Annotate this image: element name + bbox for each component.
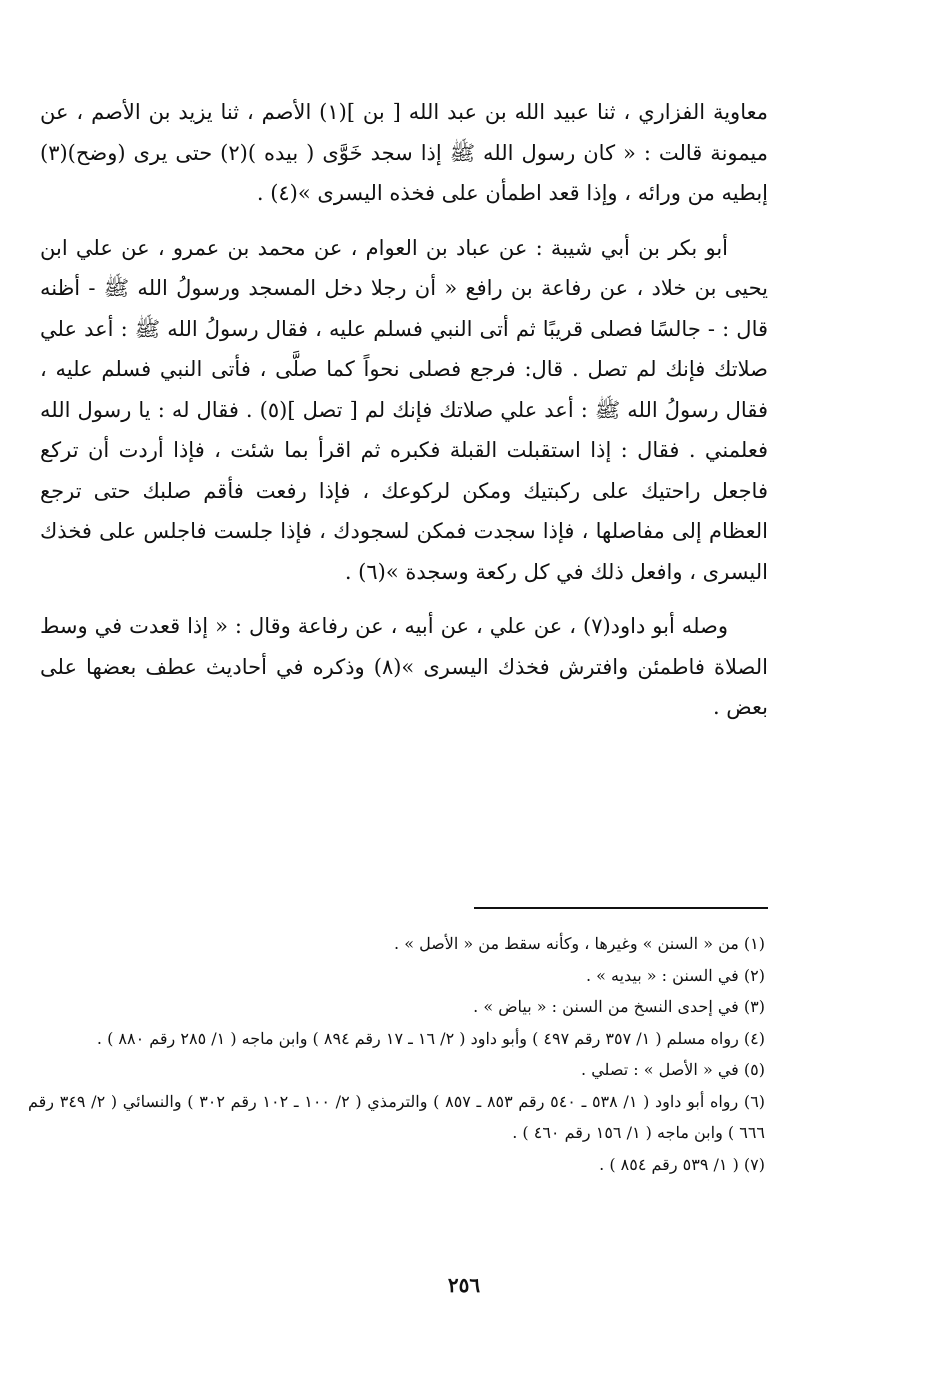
paragraph-2: أبو بكر بن أبي شيبة : عن عباد بن العوام ، عن محمد بن عمرو ، عن علي ابن يحيى بن خلاد ، عن رفاعة بن رافع « أن رجلا دخل المسجد ورسولُ الله ﷺ - أظنه قال : - جالسًا فصلى قريبًا ثم أتى النبي فسلم عليه ، فقال رسولُ الله ﷺ : أعد علي صلاتك فإنك لم تصل . قال: فرجع فصلى نحواً كما صلَّى ، فأتى النبي فسلم عليه ، فقال رسولُ الله ﷺ : أعد علي صلاتك فإنك لم [ تصل ](٥) . فقال له : يا رسول الله فعلمني . فقال : إذا استقبلت القبلة فكبره ثم اقرأ بما شئت ، فإذا أردت أن تركع فاجعل راحتيك على ركبتيك ومكن لركوعك ، فإذا رفعت فأقم صلبك حتى ترجع العظام إلى مفاصلها ، فإذا سجدت فمكن لسجودك ، فإذا جلست فاجلس على فخذك اليسرى ، وافعل ذلك في كل ركعة وسجدة »(٦) . xyxy=(40,235,768,584)
paragraph-1: معاوية الفزاري ، ثنا عبيد الله بن عبد الله [ بن ](١) الأصم ، ثنا يزيد بن الأصم ، عن ميمونة قالت : « كان رسول الله ﷺ إذا سجد خَوَّى ( بيده )(٢) حتى يرى (وضح)(٣) إبطيه من ورائه ، وإذا قعد اطمأن على فخذه اليسرى »(٤) . xyxy=(40,100,768,205)
main-text xyxy=(40,92,768,742)
footnote-5: (٥) في « الأصل » : تصلي . xyxy=(581,1060,765,1079)
footnote-divider xyxy=(474,907,768,909)
footnote-7: (٧) ( ١/ ٥٣٩ رقم ٨٥٤ ) . xyxy=(599,1154,765,1174)
footnote-4: (٤) رواه مسلم ( ١/ ٣٥٧ رقم ٤٩٧ ) وأبو داود ( ٢/ ١٦ ـ ١٧ رقم ٨٩٤ ) وابن ماجه ( ١/ ٢٨٥ رقم ٨٨٠ ) . xyxy=(96,1028,765,1048)
paragraph-3: وصله أبو داود(٧) ، عن علي ، عن أبيه ، عن رفاعة وقال : « إذا قعدت في وسط الصلاة فاطمئن وافترش فخذك اليسرى »(٨) وذكره في أحاديث عطف بعضها على بعض . xyxy=(40,614,768,719)
page-number: ٢٥٦ xyxy=(447,1273,481,1297)
footnotes xyxy=(28,928,765,1180)
footnote-1: (١) من « السنن » وغيرها ، وكأنه سقط من « الأصل » . xyxy=(394,934,765,953)
footnote-3: (٣) في إحدى النسخ من السنن : « بياض » . xyxy=(473,997,765,1016)
footnote-2: (٢) في السنن : « بيديه » . xyxy=(585,965,765,985)
footnote-6: (٦) رواه أبو داود ( ١/ ٥٣٨ ـ ٥٤٠ رقم ٨٥٣ ـ ٨٥٧ ) والترمذي ( ٢/ ١٠٠ ـ ١٠٢ رقم ٣٠٢ ) والنسائي ( ٢/ ٣٤٩ رقم ٦٦٦ ) وابن ماجه ( ١/ ١٥٦ رقم ٤٦٠ ) . xyxy=(28,1091,766,1142)
